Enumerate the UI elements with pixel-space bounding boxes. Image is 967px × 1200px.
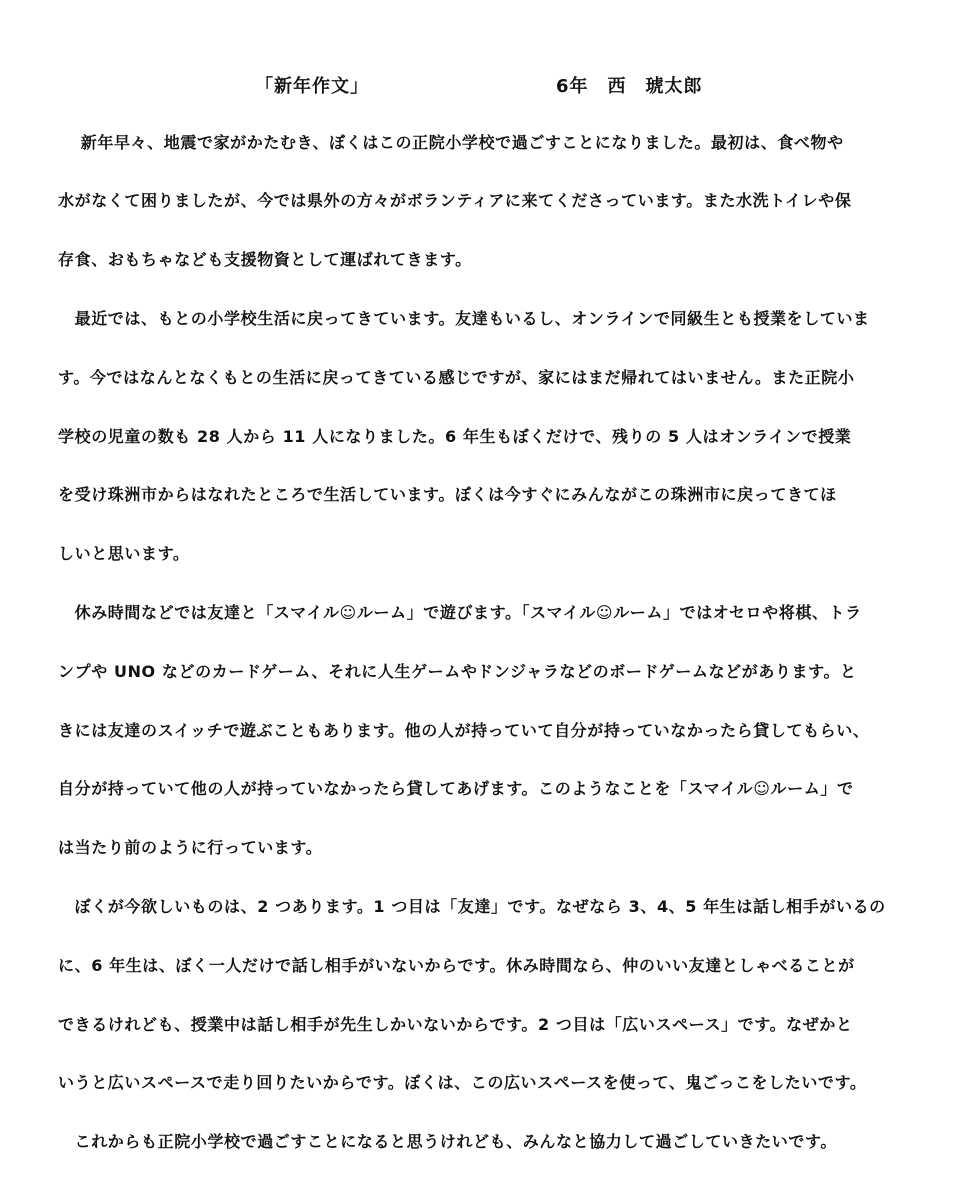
essay-line: これからも正院小学校で過ごすことになると思うけれども、みんなと協力して過ごしていきたいです。 [58, 1132, 837, 1151]
author-line: 6年 西 琥太郎 [556, 76, 703, 97]
essay-line: きには友達のスイッチで遊ぶこともあります。他の人が持っていて自分が持っていなかったら貸してもらい、 [58, 721, 870, 740]
essay-line: 存食、おもちゃなども支援物資として運ばれてきます。 [58, 250, 472, 269]
essay-line: しいと思います。 [58, 544, 190, 563]
essay-line: を受け珠洲市からはなれたところで生活しています。ぼくは今すぐにみんながこの珠洲市に戻ってきてほ [58, 485, 837, 504]
essay-line: 最近では、もとの小学校生活に戻ってきています。友達もいるし、オンラインで同級生とも授業をしていま [58, 309, 870, 328]
essay-line: できるけれども、授業中は話し相手が先生しかいないからです。2 つ目は「広いスペース」です。なぜかと [58, 1015, 853, 1034]
essay-line: ンプや UNO などのカードゲーム、それに人生ゲームやドンジャラなどのボードゲームなどがあります。と [58, 662, 857, 681]
essay-line: 自分が持っていて他の人が持っていなかったら貸してあげます。このようなことを「スマイル☺ルーム」で [58, 779, 854, 798]
essay-line: ぼくが今欲しいものは、2 つあります。1 つ目は「友達」です。なぜなら 3、4、5 年生は話し相手がいるの [58, 897, 886, 916]
essay-line: は当たり前のように行っています。 [58, 838, 323, 857]
essay-title: 「新年作文」 [255, 76, 369, 97]
essay-line: 水がなくて困りましたが、今では県外の方々がボランティアに来てくださっています。また水洗トイレや保 [58, 191, 852, 210]
essay-line: に、6 年生は、ぼく一人だけで話し相手がいないからです。休み時間なら、仲のいい友達としゃべることが [58, 956, 855, 975]
essay-line: 休み時間などでは友達と「スマイル☺ルーム」で遊びます。「スマイル☺ルーム」ではオセロや将棋、トラ [58, 603, 862, 622]
essay-line: 新年早々、地震で家がかたむき、ぼくはこの正院小学校で過ごすことになりました。最初は、食べ物や [58, 133, 844, 152]
essay-line: いうと広いスペースで走り回りたいからです。ぼくは、この広いスペースを使って、鬼ごっこをしたいです。 [58, 1073, 867, 1092]
essay-line: す。今ではなんとなくもとの生活に戻ってきている感じですが、家にはまだ帰れてはいません。また正院小 [58, 368, 855, 387]
essay-line: 学校の児童の数も 28 人から 11 人になりました。6 年生もぼくだけで、残りの 5 人はオンラインで授業 [58, 427, 852, 446]
header-row [0, 72, 967, 102]
